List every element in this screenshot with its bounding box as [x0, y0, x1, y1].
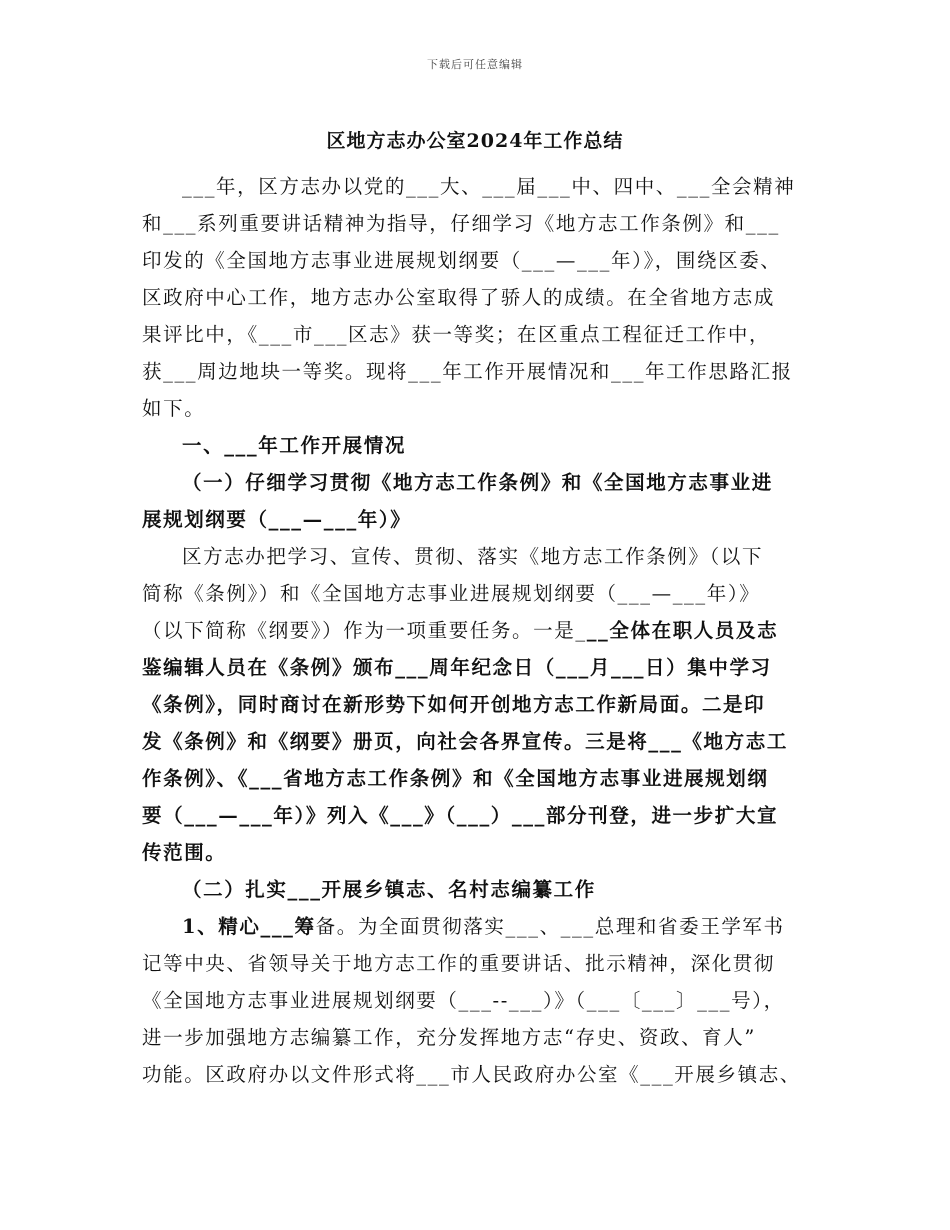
- body-line: 简称《条例》）和《全国地方志事业进展规划纲要（___—___年）》: [142, 582, 761, 605]
- line-text: 备。为全面贯彻落实___、___总理和省委王学军书: [315, 915, 785, 938]
- body-line: 《全国地方志事业进展规划纲要（___--___）》（___〔___〕___号），: [142, 989, 785, 1012]
- body-line: 区方志办把学习、宣传、贯彻、落实《地方志工作条例》（以下: [182, 545, 764, 568]
- body-line: 《条例》，同时商讨在新形势下如何开创地方志工作新局面。二是印: [142, 693, 766, 716]
- body-line: 获___周边地块一等奖。现将___年工作开展情况和___年工作思路汇报: [142, 360, 793, 383]
- body-line: 作条例》、《___省地方志工作条例》和《全国地方志事业进展规划纲: [142, 767, 769, 790]
- body-line: 要（___—___年）》列入《___》（___）___部分刊登，进一步扩大宣: [142, 804, 779, 827]
- body-line: （一）仔细学习贯彻《地方志工作条例》和《全国地方志事业进: [182, 471, 773, 494]
- body-line: ___年，区方志办以党的___大、___届___中、四中、___全会精神: [182, 175, 796, 198]
- line-text: （以下简称《纲要》）作为一项重要任务。一是_: [142, 619, 587, 642]
- body-line: 记等中央、省领导关于地方志工作的重要讲话、批示精神，深化贯彻: [142, 952, 776, 975]
- body-line: 鉴编辑人员在《条例》颁布___周年纪念日（___月___日）集中学习: [142, 656, 772, 679]
- body-line: 区政府中心工作，地方志办公室取得了骄人的成绩。在全省地方志成: [142, 286, 776, 309]
- body-line: 传范围。: [142, 841, 227, 864]
- body-line: [142, 620, 822, 642]
- header-note: 下载后可任意编辑: [427, 58, 523, 71]
- body-line: 如下。: [142, 397, 206, 420]
- body-line: [142, 916, 822, 938]
- body-line: 和___系列重要讲话精神为指导，仔细学习《地方志工作条例》和___: [142, 212, 780, 235]
- body-line: 发《条例》和《纲要》册页，向社会各界宣传。三是将___《地方志工: [142, 730, 788, 753]
- body-line: 果评比中，《___市___区志》获一等奖；在区重点工程征迁工作中，: [142, 323, 771, 346]
- line-text-bold: 1、精心___筹: [182, 915, 316, 938]
- body-line: （二）扎实___开展乡镇志、名村志编纂工作: [182, 878, 596, 901]
- body-line: 展规划纲要（___—___年）》: [142, 508, 412, 531]
- line-text-bold: __全体在职人员及志: [586, 619, 779, 642]
- body-line: 进一步加强地方志编纂工作，充分发挥地方志“存史、资政、育人”: [142, 1026, 756, 1049]
- body-line: 印发的《全国地方志事业进展规划纲要（___—___年）》，围绕区委、: [142, 249, 782, 272]
- body-line: 一、___年工作开展情况: [182, 434, 406, 457]
- document-title: 区地方志办公室2024年工作总结: [326, 130, 624, 152]
- body-line: 功能。区政府办以文件形式将___市人民政府办公室《___开展乡镇志、: [142, 1063, 801, 1086]
